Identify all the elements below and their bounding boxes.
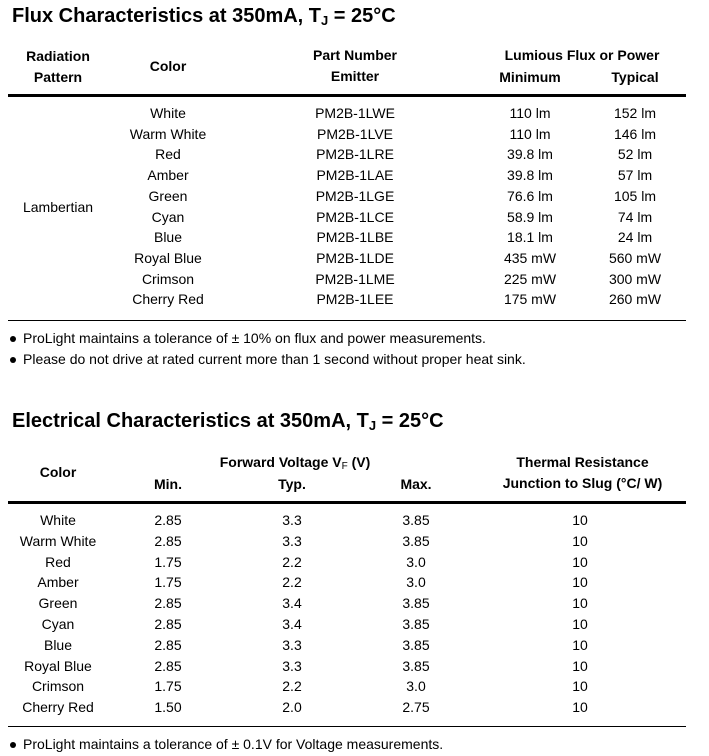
cell-minimum: 435 mW	[503, 249, 557, 266]
flux-header-color: Color	[149, 58, 187, 74]
cell-typical: 74 lm	[617, 208, 653, 225]
cell-part-number: PM2B-1LWE	[315, 105, 395, 121]
electrical-header-min: Min.	[154, 476, 182, 492]
cell-color: Green	[38, 595, 78, 612]
cell-thermal: 10	[572, 699, 588, 716]
cell-part-number: PM2B-1LCE	[316, 208, 394, 225]
cell-min: 2.85	[154, 532, 182, 549]
electrical-header-typ: Typ.	[278, 476, 306, 492]
cell-min: 2.85	[154, 595, 182, 612]
cell-color: White	[40, 512, 76, 528]
cell-part-number: PM2B-1LAE	[316, 167, 394, 184]
cell-typical: 300 mW	[608, 270, 662, 287]
cell-max: 3.85	[402, 512, 430, 528]
cell-max: 3.0	[406, 553, 426, 570]
flux-header-radiation: Radiation Pattern	[26, 48, 90, 85]
cell-part-number: PM2B-1LDE	[316, 249, 394, 266]
electrical-header-rule	[8, 501, 686, 504]
flux-note: ProLight maintains a tolerance of ± 10% on flux and power measurements.	[10, 330, 486, 346]
cell-color: Red	[45, 553, 71, 570]
cell-min: 1.75	[154, 553, 182, 570]
cell-max: 3.85	[402, 616, 430, 632]
cell-thermal: 10	[572, 616, 588, 632]
flux-header-typical: Typical	[611, 69, 659, 85]
cell-color: Royal Blue	[24, 657, 92, 674]
flux-header-luminous-flux: Lumious Flux or Power	[504, 47, 660, 63]
cell-part-number: PM2B-1LME	[315, 270, 395, 287]
cell-color: Cherry Red	[22, 699, 94, 716]
cell-color: Cyan	[151, 208, 185, 225]
cell-minimum: 39.8 lm	[507, 167, 553, 184]
cell-part-number: PM2B-1LRE	[316, 146, 394, 163]
cell-typ: 3.3	[282, 532, 302, 549]
cell-max: 3.85	[402, 636, 430, 653]
flux-note: Please do not drive at rated current more than 1 second without proper heat sink.	[10, 351, 526, 367]
cell-typical: 105 lm	[613, 187, 657, 204]
cell-minimum: 175 mW	[503, 291, 557, 308]
cell-minimum: 76.6 lm	[507, 187, 553, 204]
cell-min: 1.50	[154, 699, 182, 716]
cell-max: 3.85	[402, 657, 430, 674]
cell-typical: 260 mW	[608, 291, 662, 308]
cell-color: Cyan	[41, 616, 75, 632]
cell-minimum: 110 lm	[509, 125, 551, 142]
cell-part-number: PM2B-1LBE	[316, 229, 394, 246]
cell-max: 3.85	[402, 595, 430, 612]
cell-minimum: 110 lm	[509, 105, 551, 121]
electrical-note: ProLight maintains a tolerance of ± 0.1V for Voltage measurements.	[10, 736, 443, 752]
cell-thermal: 10	[572, 595, 588, 612]
cell-typ: 3.3	[282, 636, 302, 653]
cell-thermal: 10	[572, 678, 588, 695]
cell-min: 2.85	[154, 636, 182, 653]
cell-typ: 3.3	[282, 512, 302, 528]
cell-color: Blue	[153, 229, 183, 246]
bullet-icon	[10, 357, 16, 363]
cell-typ: 3.3	[282, 657, 302, 674]
cell-color: Royal Blue	[134, 249, 202, 266]
cell-minimum: 18.1 lm	[507, 229, 553, 246]
cell-thermal: 10	[572, 512, 588, 528]
cell-thermal: 10	[572, 574, 588, 591]
cell-color: Amber	[37, 574, 79, 591]
bullet-icon	[10, 336, 16, 342]
cell-minimum: 39.8 lm	[507, 146, 553, 163]
bullet-icon	[10, 742, 16, 748]
cell-minimum: 225 mW	[503, 270, 557, 287]
cell-thermal: 10	[572, 532, 588, 549]
cell-color: Crimson	[141, 270, 195, 287]
electrical-header-color: Color	[39, 464, 77, 480]
cell-typ: 2.2	[282, 574, 302, 591]
cell-typical: 152 lm	[613, 105, 657, 121]
cell-minimum: 58.9 lm	[507, 208, 553, 225]
cell-part-number: PM2B-1LEE	[316, 291, 394, 308]
cell-part-number: PM2B-1LGE	[315, 187, 395, 204]
flux-radiation-pattern: Lambertian	[22, 199, 94, 215]
cell-typical: 24 lm	[617, 229, 653, 246]
cell-color: Crimson	[31, 678, 85, 695]
cell-typ: 3.4	[282, 616, 302, 632]
flux-title: Flux Characteristics at 350mA, $T_J = 25^\circ C$	[12, 5, 396, 28]
electrical-header-max: Max.	[400, 476, 432, 492]
cell-thermal: 10	[572, 636, 588, 653]
cell-typ: 2.2	[282, 678, 302, 695]
cell-min: 2.85	[154, 616, 182, 632]
flux-bottom-rule	[8, 320, 686, 321]
cell-thermal: 10	[572, 553, 588, 570]
flux-header-rule	[8, 94, 686, 97]
cell-color: Green	[148, 187, 188, 204]
cell-max: 3.0	[406, 678, 426, 695]
cell-max: 3.85	[402, 532, 430, 549]
cell-color: Cherry Red	[132, 291, 204, 308]
flux-header-minimum: Minimum	[499, 69, 561, 85]
cell-color: Amber	[147, 167, 189, 184]
cell-typical: 560 mW	[608, 249, 662, 266]
flux-header-part-number: Part Number Emitter	[312, 47, 398, 84]
cell-min: 2.85	[154, 512, 182, 528]
cell-typical: 146 lm	[613, 125, 657, 142]
cell-color: White	[150, 105, 186, 121]
electrical-title: Electrical Characteristics at 350mA, $T_J = 25^\circ C$	[12, 410, 444, 433]
cell-min: 1.75	[154, 574, 182, 591]
cell-min: 2.85	[154, 657, 182, 674]
cell-part-number: PM2B-1LVE	[317, 125, 393, 142]
cell-typ: 2.0	[282, 699, 302, 716]
cell-color: Blue	[43, 636, 73, 653]
cell-typical: 57 lm	[617, 167, 653, 184]
cell-typ: 2.2	[282, 553, 302, 570]
cell-color: Red	[155, 146, 181, 163]
cell-typical: 52 lm	[617, 146, 653, 163]
cell-typ: 3.4	[282, 595, 302, 612]
electrical-header-forward-voltage: Forward Voltage $V_F$ (V)	[219, 454, 371, 472]
cell-thermal: 10	[572, 657, 588, 674]
cell-color: Warm White	[129, 125, 207, 142]
cell-max: 2.75	[402, 699, 430, 716]
cell-color: Warm White	[19, 532, 97, 549]
electrical-header-thermal: Thermal Resistance Junction to Slug (°C/ W)	[502, 454, 663, 491]
electrical-bottom-rule	[8, 726, 686, 727]
cell-max: 3.0	[406, 574, 426, 591]
cell-min: 1.75	[154, 678, 182, 695]
